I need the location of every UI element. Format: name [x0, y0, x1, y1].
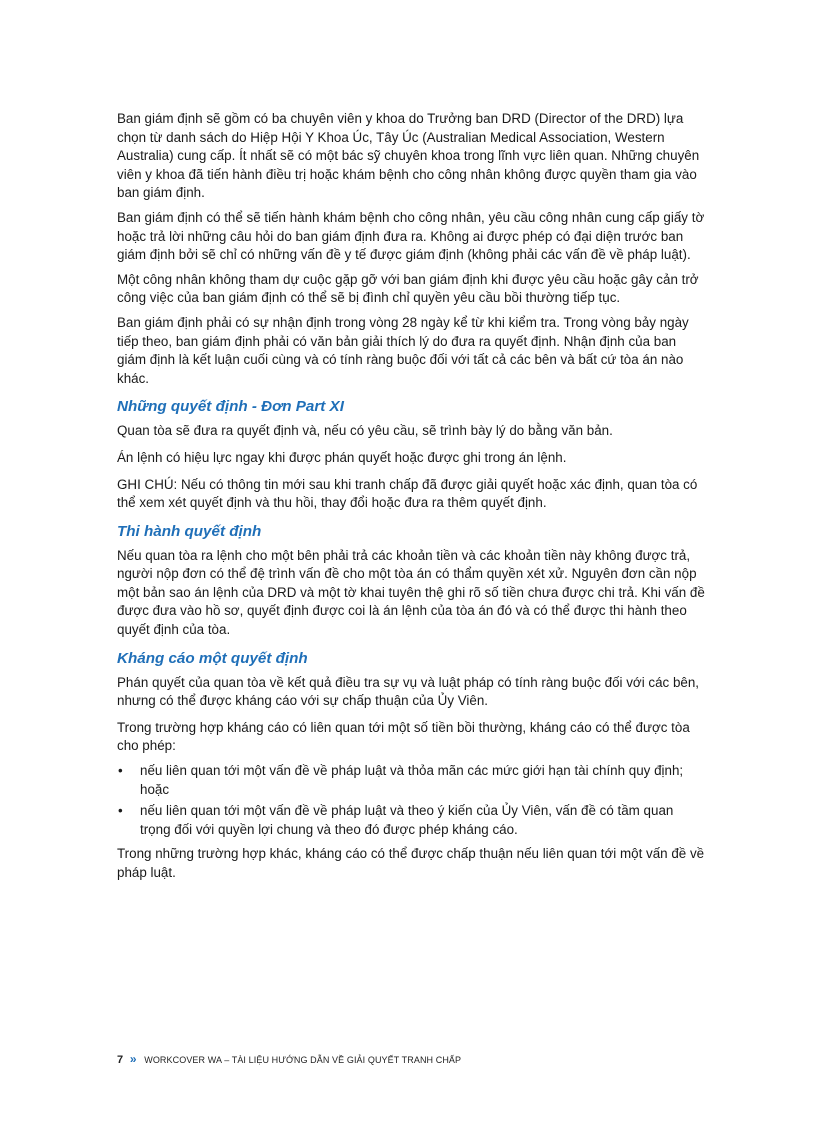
appeal-conditions-list — [117, 762, 705, 839]
page-number: 7 — [117, 1054, 124, 1066]
paragraph-appeal-compensation: Trong trường hợp kháng cáo có liên quan tới một số tiền bồi thường, kháng cáo có thể được tòa cho phép: — [117, 719, 690, 754]
paragraph-note: GHI CHÚ: Nếu có thông tin mới sau khi tranh chấp đã được giải quyết hoặc xác định, quan tòa có thể xem xét quyết định và thu hồi, thay đổi hoặc đưa ra thêm quyết định. — [117, 476, 698, 511]
paragraph-enforcement: Nếu quan tòa ra lệnh cho một bên phải trả các khoản tiền và các khoản tiền này không được trả, người nộp đơn có thể đệ trình vấn đề cho một tòa án có thẩm quyền xét xử. Nguyên đơn cần nộp một bản sao án lệnh của DRD và một tờ khai tuyên thệ ghi rõ số tiền chưa được chi trả. Khi vấn đề được đưa vào hồ sơ, quyết định được coi là án lệnh của tòa án đó và có thể được thi hành theo quyết định của tòa. — [117, 547, 705, 638]
paragraph-appeal-closing: Trong những trường hợp khác, kháng cáo có thể được chấp thuận nếu liên quan tới một vấn đề về pháp luật. — [117, 846, 705, 880]
list-item — [117, 802, 705, 839]
paragraph-medical-panel-composition: Ban giám định sẽ gồm có ba chuyên viên y khoa do Trưởng ban DRD (Director of the DRD) lựa chọn từ danh sách do Hiệp Hội Y Khoa Úc, Tây Úc (Australian Medical Association, Western Australia) cung cấp. Ít nhất sẽ có một bác sỹ chuyên khoa trong lĩnh vực liên quan. Những chuyên viên y khoa đã tiến hành điều trị hoặc khám bệnh cho công nhân không được quyền tham gia vào ban giám định. — [117, 111, 700, 201]
paragraph-medical-panel-examination: Ban giám định có thể sẽ tiến hành khám bệnh cho công nhân, yêu cầu công nhân cung cấp giấy tờ hoặc trả lời những câu hỏi do ban giám định đưa ra. Không ai được phép có đại diện trước ban giám định bởi sẽ chỉ có những vấn đề y tế được giám định (không phải các vấn đề về pháp luật). — [117, 209, 705, 263]
paragraph-decision-reasons: Quan tòa sẽ đưa ra quyết định và, nếu có yêu cầu, sẽ trình bày lý do bằng văn bản. — [117, 423, 613, 439]
list-item — [117, 762, 705, 799]
heading-appeal: Kháng cáo một quyết định — [117, 649, 308, 667]
paragraph-panel-determination: Ban giám định phải có sự nhận định trong vòng 28 ngày kể từ khi kiểm tra. Trong vòng bảy ngày tiếp theo, ban giám định phải có văn bản giải thích lý do đưa ra quyết định. Nhận định của ban giám định là kết luận cuối cùng và có tính ràng buộc đối với tất cả các bên và bất cứ tòa án nào khác. — [117, 314, 689, 386]
list-item-text: nếu liên quan tới một vấn đề về pháp luật và thỏa mãn các mức giới hạn tài chính quy định; hoặc — [140, 763, 684, 797]
list-item-text: nếu liên quan tới một vấn đề về pháp luật và theo ý kiến của Ủy Viên, vấn đề có tầm quan trọng đối với quyền lợi chung và theo đó được phép kháng cáo. — [140, 803, 674, 837]
paragraph-appeal-binding: Phán quyết của quan tòa về kết quả điều tra sự vụ và luật pháp có tính ràng buộc đối với các bên, nhưng có thể được kháng cáo với sự chấp thuận của Ủy Viên. — [117, 674, 700, 709]
footer-title: WORKCOVER WA – TÀI LIỆU HƯỚNG DẪN VỀ GIẢI QUYẾT TRANH CHẤP — [144, 1055, 462, 1065]
bullet-icon: • — [118, 803, 123, 819]
page-footer — [117, 1053, 461, 1066]
heading-decisions: Những quyết định - Đơn Part XI — [117, 398, 344, 416]
bullet-icon: • — [118, 763, 123, 779]
chevron-right-icon: » — [129, 1052, 137, 1066]
paragraph-order-effect: Án lệnh có hiệu lực ngay khi được phán quyết hoặc được ghi trong án lệnh. — [117, 449, 567, 465]
paragraph-non-attendance: Một công nhân không tham dự cuộc gặp gỡ với ban giám định khi được yêu cầu hoặc gây cản trở công việc của ban giám định có thể sẽ bị đình chỉ quyền yêu cầu bồi thường tiếp tục. — [117, 271, 699, 306]
heading-enforcement: Thi hành quyết định — [117, 522, 262, 540]
document-body — [117, 110, 705, 889]
